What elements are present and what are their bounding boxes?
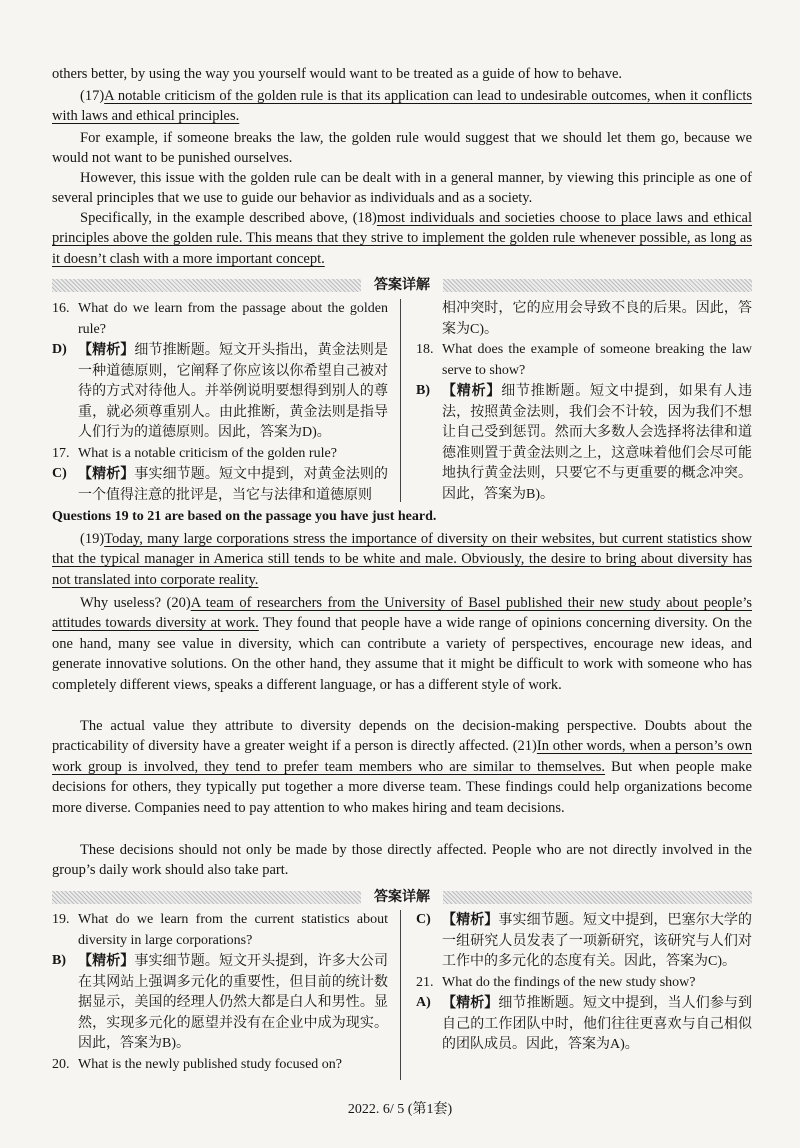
q17-marker: (17) (80, 88, 105, 104)
column-divider-2 (400, 910, 401, 1080)
passage1-p2 (52, 86, 752, 127)
passage1-p4-text: However, this issue with the golden rule can be dealt with in a general manner, by viewing this principle as one of several principles that we use to guide our behavior as individuals and as a society. (52, 170, 752, 207)
answer-21: A) 【精析】细节推断题。短文中提到，当人们参与到自己的工作团队中时，他们往往更喜欢与自己相似的团队成员。因此，答案为A)。 (416, 995, 753, 1052)
passage2-p4-text: These decisions should not only be made by those directly affected. People who are not directly involved in the group’s daily work should also take part. (52, 842, 752, 879)
question-18: 18. What does the example of someone breaking the law serve to show? (416, 342, 752, 378)
hatch-left (52, 891, 361, 904)
hatch-left (52, 279, 361, 292)
question-16: 16. What do we learn from the passage about the golden rule? (52, 301, 388, 337)
question-21: 21. What do the findings of the new study show? (416, 974, 696, 990)
answer-17-continued: 相冲突时，它的应用会导致不良的后果。因此，答案为C)。 (442, 301, 752, 337)
question-19: 19. What do we learn from the current statistics about diversity in large corporations? (52, 912, 388, 948)
underlined-q17: A notable criticism of the golden rule is that its application can lead to undesirable outcomes, when it conflicts with laws and ethical principles. (52, 88, 752, 125)
hatch-right (443, 891, 752, 904)
answer-17: C) 【精析】事实细节题。短文中提到，对黄金法则的一个值得注意的批评是，当它与法律和道德原则 (52, 466, 389, 503)
passage1-p4 (52, 168, 752, 209)
passage2-p2-post: They found that people have a wide range of opinions concerning diversity. On the one hand, many see value in diversity, which can contribute a variety of perspectives, encourage new ideas, and generate innovative solutions. On the other hand, they assume that it might be difficult to work with someone who has completely different views, speaks a different language, or has a different style of work. (52, 615, 752, 693)
passage2-p4 (52, 840, 752, 881)
questions-19-21-heading: Questions 19 to 21 are based on the passage you have just heard. (52, 509, 437, 524)
passage2-p3-pre: The actual value they attribute to diversity depends on the decision-making perspective. Doubts about the practicability of diversity have a greater weight if a person is directly affected. (21) (52, 718, 752, 755)
page-footer: 2022. 6/ 5 (第1套) (347, 1102, 453, 1117)
answer-20: C) 【精析】事实细节题。短文中提到，巴塞尔大学的一组研究人员发表了一项新研究，该研究与人们对工作中的多元化的态度有关。因此，答案为C)。 (416, 912, 753, 969)
column-divider-1 (400, 299, 401, 502)
passage2-p3-post: But when people make decisions for others, they typically put together a more diverse team. These findings could help organizations become more diverse. Companies need to pay attention to who makes hiring and team decisions. (52, 758, 752, 816)
passage1-p1-text: others better, by using the way you yourself would want to be treated as a guide of how to behave. (52, 66, 623, 82)
answer-section-bar-2 (52, 888, 752, 907)
passage2-p2-pre: Why useless? (20) (80, 595, 191, 611)
passage1-p5-pre: Specifically, in the example described above, (18) (80, 210, 377, 226)
underlined-q21: In other words, when a person’s own work group is involved, they tend to prefer team members who are similar to themselves. (52, 738, 753, 775)
passage1-p1 (52, 64, 752, 84)
passage2-p2 (52, 593, 752, 695)
answer-19: B) 【精析】事实细节题。短文开头提到，许多大公司在其网站上强调多元化的重要性，但目前的统计数据显示，美国的经理人仍然大都是白人和男性。显然，实现多元化的愿望并没有在企业中成为现实。因此，答案为B)。 (52, 953, 389, 1051)
passage1-p3 (52, 128, 752, 169)
answers-col-right-1 (416, 299, 752, 505)
question-17: 17. What is a notable criticism of the golden rule? (52, 445, 337, 461)
hatch-right (443, 279, 752, 292)
underlined-q19: Today, many large corporations stress the importance of diversity on their websites, but current statistics show that the typical manager in America still tends to be white and male. Obviously, the desire to bring about diversity has not translated into corporate reality. (52, 531, 752, 588)
answers-col-right-2 (416, 910, 752, 1056)
underlined-q20: A team of researchers from the University of Basel published their new study about people’s attitudes towards diversity at work. (52, 595, 753, 632)
answer-18: B) 【精析】细节推断题。短文中提到，如果有人违法，按照黄金法则，我们会不计较，因为我们不想让自己受到惩罚。然而大多数人会选择将法律和道德准则置于黄金法则之上，这意味着他们会尽可能地执行黄金法则，只要它不与更重要的概念冲突。因此，答案为B)。 (416, 383, 753, 502)
answer-16: D) 【精析】细节推断题。短文开头指出，黄金法则是一种道德原则，它阐释了你应该以你希望自己被对待的方式对待他人。并举例说明要想得到别人的尊重，就必须尊重别人。由此推断，黄金法则是指导人们行为的道德原则。因此，答案为D)。 (52, 342, 389, 440)
answers-col-left-2 (52, 910, 388, 1075)
section-title: 答案详解 (374, 277, 430, 293)
passage1-p3-text: For example, if someone breaks the law, the golden rule would suggest that we should let them go, because we would not want to be punished ourselves. (52, 130, 752, 167)
answer-section-bar-1 (52, 276, 752, 295)
passage2-p3 (52, 716, 752, 818)
q19-marker: (19) (80, 531, 105, 547)
section-title: 答案详解 (374, 889, 430, 905)
answers-col-left-1 (52, 299, 388, 506)
underlined-q18: most individuals and societies choose to place laws and ethical principles above the golden rule. This means that they strive to implement the golden rule whenever possible, as long as it doesn’t clash with a more important concept. (52, 210, 752, 267)
passage1-p5 (52, 208, 752, 269)
question-20: 20. What is the newly published study focused on? (52, 1056, 343, 1072)
passage2-p1 (52, 529, 752, 590)
